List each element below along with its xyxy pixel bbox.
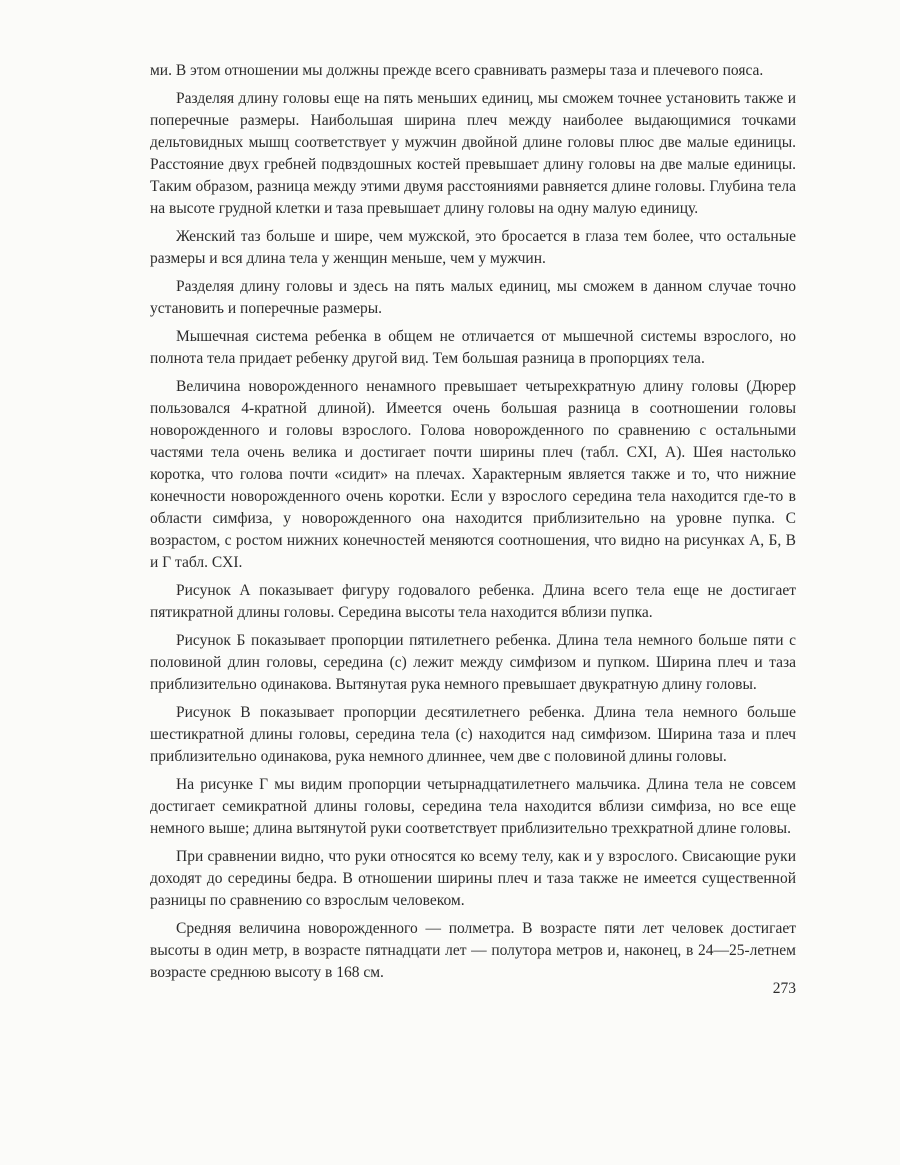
paragraph: Разделяя длину головы еще на пять меньших единиц, мы сможем точнее установить также и поперечные размеры. Наибольшая ширина плеч между наиболее выдающимися точками дельтовидных мышц соответствует у мужчин двойной длине головы плюс две малые единицы. Расстояние двух гребней подвздошных костей превышает длину головы на две малые единицы. Таким образом, разница между этими двумя расстояниями равняется длине головы. Глубина тела на высоте грудной клетки и таза превышает длину головы на одну малую единицу. [150,90,796,217]
paragraph: Средняя величина новорожденного — полметра. В возрасте пяти лет человек достигает высоты в один метр, в возрасте пятнадцати лет — полутора метров и, наконец, в 24—25-летнем возрасте среднюю высоту в 168 см. [150,920,796,981]
paragraph: На рисунке Г мы видим пропорции четырнадцатилетнего мальчика. Длина тела не совсем достигает семикратной длины головы, середина тела находится вблизи симфиза, но все еще немного выше; длина вытянутой руки соответствует приблизительно трехкратной длине головы. [150,776,796,837]
paragraph: Рисунок Б показывает пропорции пятилетнего ребенка. Длина тела немного больше пяти с половиной длин головы, середина (с) лежит между симфизом и пупком. Ширина плеч и таза приблизительно одинакова. Вытянутая рука немного превышает двукратную длину головы. [150,632,796,693]
paragraph: Рисунок В показывает пропорции десятилетнего ребенка. Длина тела немного больше шестикратной длины головы, середина тела (с) находится над симфизом. Ширина таза и плеч приблизительно одинакова, рука немного длиннее, чем две с половиной длины головы. [150,704,796,765]
paragraph: Мышечная система ребенка в общем не отличается от мышечной системы взрослого, но полнота тела придает ребенку другой вид. Тем большая разница в пропорциях тела. [150,328,796,367]
paragraph: Женский таз больше и шире, чем мужской, это бросается в глаза тем более, что остальные размеры и вся длина тела у женщин меньше, чем у мужчин. [150,228,796,267]
paragraph: При сравнении видно, что руки относятся ко всему телу, как и у взрослого. Свисающие руки доходят до середины бедра. В отношении ширины плеч и таза также не имеется существенной разницы по сравнению со взрослым человеком. [150,848,796,909]
page-body [150,60,796,990]
page-number: 273 [772,980,796,997]
paragraph: Рисунок А показывает фигуру годовалого ребенка. Длина всего тела еще не достигает пятикратной длины головы. Середина высоты тела находится вблизи пупка. [150,582,796,621]
paragraph-continued: ми. В этом отношении мы должны прежде всего сравнивать размеры таза и плечевого пояса. [150,62,764,79]
paragraph: Величина новорожденного ненамного превышает четырехкратную длину головы (Дюрер пользовался 4-кратной длиной). Имеется очень большая разница в соотношении головы новорожденного и головы взрослого. Голова новорожденного по сравнению с остальными частями тела очень велика и достигает почти ширины плеч (табл. CXI, А). Шея настолько коротка, что голова почти «сидит» на плечах. Характерным является также и то, что нижние конечности новорожденного очень коротки. Если у взрослого середина тела находится где-то в области симфиза, у новорожденного она находится приблизительно на уровне пупка. С возрастом, с ростом нижних конечностей меняются соотношения, что видно на рисунках А, Б, В и Г табл. CXI. [150,378,796,571]
paragraph: Разделяя длину головы и здесь на пять малых единиц, мы сможем в данном случае точно установить и поперечные размеры. [150,278,796,317]
